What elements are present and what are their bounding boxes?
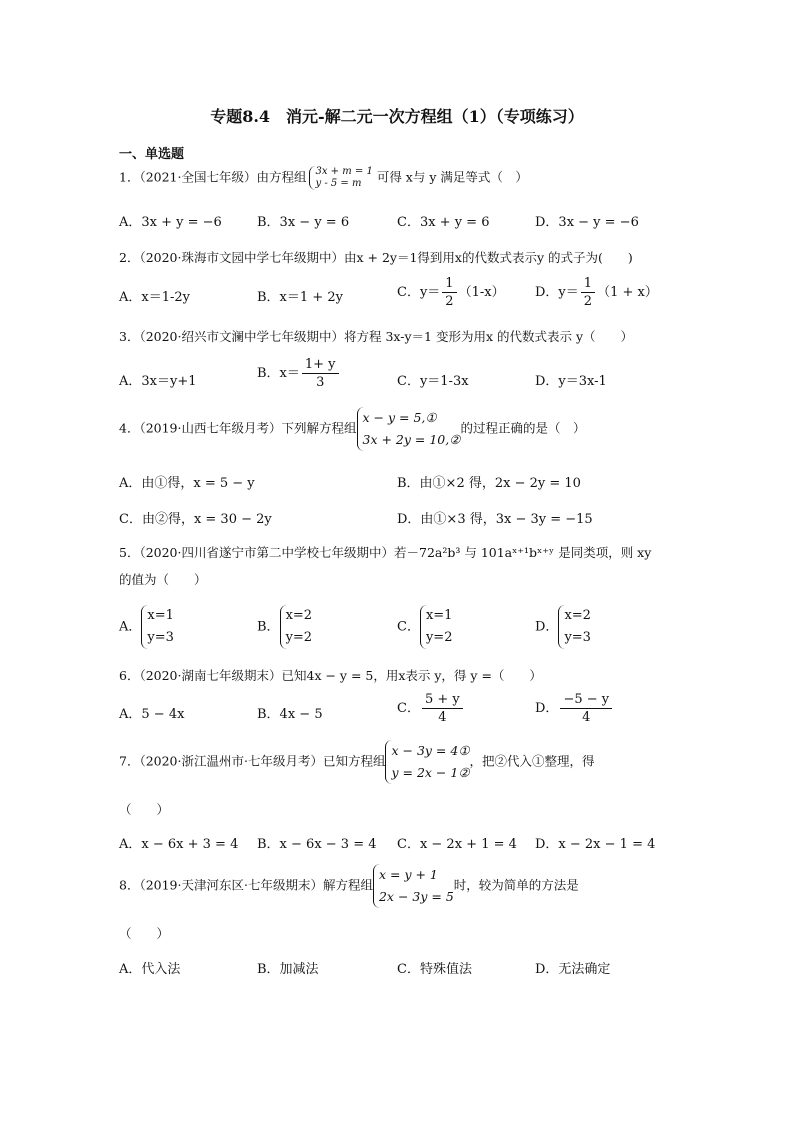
question-4-stem: 4．（2019·山西七年级月考）下列解方程组x − y = 5,① 3x + 2y = 10,②的过程正确的是（ ） (119, 407, 585, 451)
fraction: $\frac{5 + y}{4}$ (422, 691, 463, 726)
q1-option-b[interactable]: B．3x − y = 6 (257, 215, 350, 230)
question-7-stem: 7．（2020·浙江温州市·七年级月考）已知方程组x − 3y = 4① y = 2x − 1②，把②代入①整理，得 (119, 740, 595, 784)
fraction: $\frac{-5 - y}{4}$ (560, 691, 612, 726)
section-heading: 一、单选题 (119, 147, 185, 162)
q5-option-a[interactable]: A．x=1 y=3 (119, 605, 174, 649)
q1-option-a[interactable]: A．3x + y = −6 (119, 215, 222, 230)
question-3-stem: 3．（2020·绍兴市文澜中学七年级期中）将方程 3x-y＝1 变形为用x 的代数式表示 y（ ） (119, 329, 634, 344)
equation-system: x − y = 5,① 3x + 2y = 10,② (357, 407, 461, 451)
q8-option-a[interactable]: A．代入法 (119, 962, 181, 977)
q3-option-b[interactable]: B．x＝ $\frac{1+ y}{3}$ (257, 356, 341, 391)
equation-system: x=2 y=3 (558, 605, 591, 649)
q3-option-d[interactable]: D．y＝3x-1 (535, 374, 607, 389)
q4-option-a[interactable]: A．由①得，x = 5 − y (119, 476, 255, 491)
q2-option-a[interactable]: A．x＝1-2y (119, 290, 190, 305)
q6-option-b[interactable]: B．4x − 5 (257, 707, 323, 722)
q1-option-d[interactable]: D．3x − y = −6 (535, 215, 639, 230)
q5-option-b[interactable]: B．x=2 y=2 (257, 605, 312, 649)
q3-option-c[interactable]: C．y＝1-3x (397, 374, 469, 389)
question-5-stem-line2: 的值为（ ） (119, 572, 207, 587)
equation-system: x=1 y=3 (141, 605, 174, 649)
q7-option-b[interactable]: B．x − 6x − 3 = 4 (257, 837, 377, 852)
page-title: 专题8.4 消元-解二元一次方程组（1）（专项练习） (210, 107, 584, 126)
question-8-stem: 8．（2019·天津河东区·七年级期末）解方程组x = y + 1 2x − 3y = 5时，较为简单的方法是 (119, 864, 579, 908)
q8-option-d[interactable]: D．无法确定 (535, 962, 611, 977)
q4-option-b[interactable]: B．由①×2 得，2x − 2y = 10 (397, 476, 581, 491)
equation-system: x=1 y=2 (420, 605, 453, 649)
q2-option-d[interactable]: D．y＝ $\frac{1}{2}$ （1 + x） (535, 276, 658, 309)
q7-option-c[interactable]: C．x − 2x + 1 = 4 (397, 837, 517, 852)
q7-option-d[interactable]: D．x − 2x − 1 = 4 (535, 837, 656, 852)
q8-option-b[interactable]: B．加减法 (257, 962, 319, 977)
equation-system: x − 3y = 4① y = 2x − 1② (385, 740, 469, 784)
equation-system: x = y + 1 2x − 3y = 5 (373, 864, 454, 908)
fraction: $\frac{1}{2}$ (442, 275, 456, 310)
fraction: $\frac{1}{2}$ (581, 275, 595, 310)
q4-option-d[interactable]: D．由①×3 得，3x − 3y = −15 (397, 512, 593, 527)
q5-option-c[interactable]: C．x=1 y=2 (397, 605, 452, 649)
q6-option-c[interactable]: C． $\frac{5 + y}{4}$ (397, 691, 465, 726)
question-2-stem: 2．（2020·珠海市文园中学七年级期中）由x + 2y＝1得到用x的代数式表示y 的式子为( ) (119, 250, 633, 265)
q6-option-d[interactable]: D． $\frac{-5 - y}{4}$ (535, 691, 614, 726)
q1-option-c[interactable]: C．3x + y = 6 (397, 215, 490, 230)
question-1-stem: 1．（2021·全国七年级）由方程组 3x + m = 1 y - 5 = m 可得 x与 y 满足等式（ ） (119, 166, 528, 189)
q2-option-b[interactable]: B．x＝1 + 2y (257, 290, 343, 305)
equation-system: 3x + m = 1 y - 5 = m (309, 166, 375, 190)
equation-system: x=2 y=2 (280, 605, 313, 649)
q2-option-c[interactable]: C．y＝ $\frac{1}{2}$ （1-x） (397, 276, 505, 309)
question-5-stem-line1: 5．（2020·四川省遂宁市第二中学校七年级期中）若－72a²b³ 与 101aˣ⁺¹bˣ⁺ʸ 是同类项，则 xy (119, 545, 652, 560)
q8-option-c[interactable]: C．特殊值法 (397, 962, 472, 977)
question-8-answer-paren: （ ） (119, 926, 170, 941)
question-6-stem: 6．（2020·湖南七年级期末）已知4x − y = 5，用x表示 y，得 y =（ ） (119, 668, 542, 683)
question-7-answer-paren: （ ） (119, 802, 170, 817)
fraction: $\frac{1+ y}{3}$ (302, 356, 339, 391)
q4-option-c[interactable]: C．由②得，x = 30 − 2y (119, 512, 272, 527)
q3-option-a[interactable]: A．3x＝y+1 (119, 374, 197, 389)
q6-option-a[interactable]: A．5 − 4x (119, 707, 185, 722)
q7-option-a[interactable]: A．x − 6x + 3 = 4 (119, 837, 239, 852)
q5-option-d[interactable]: D．x=2 y=3 (535, 605, 591, 649)
